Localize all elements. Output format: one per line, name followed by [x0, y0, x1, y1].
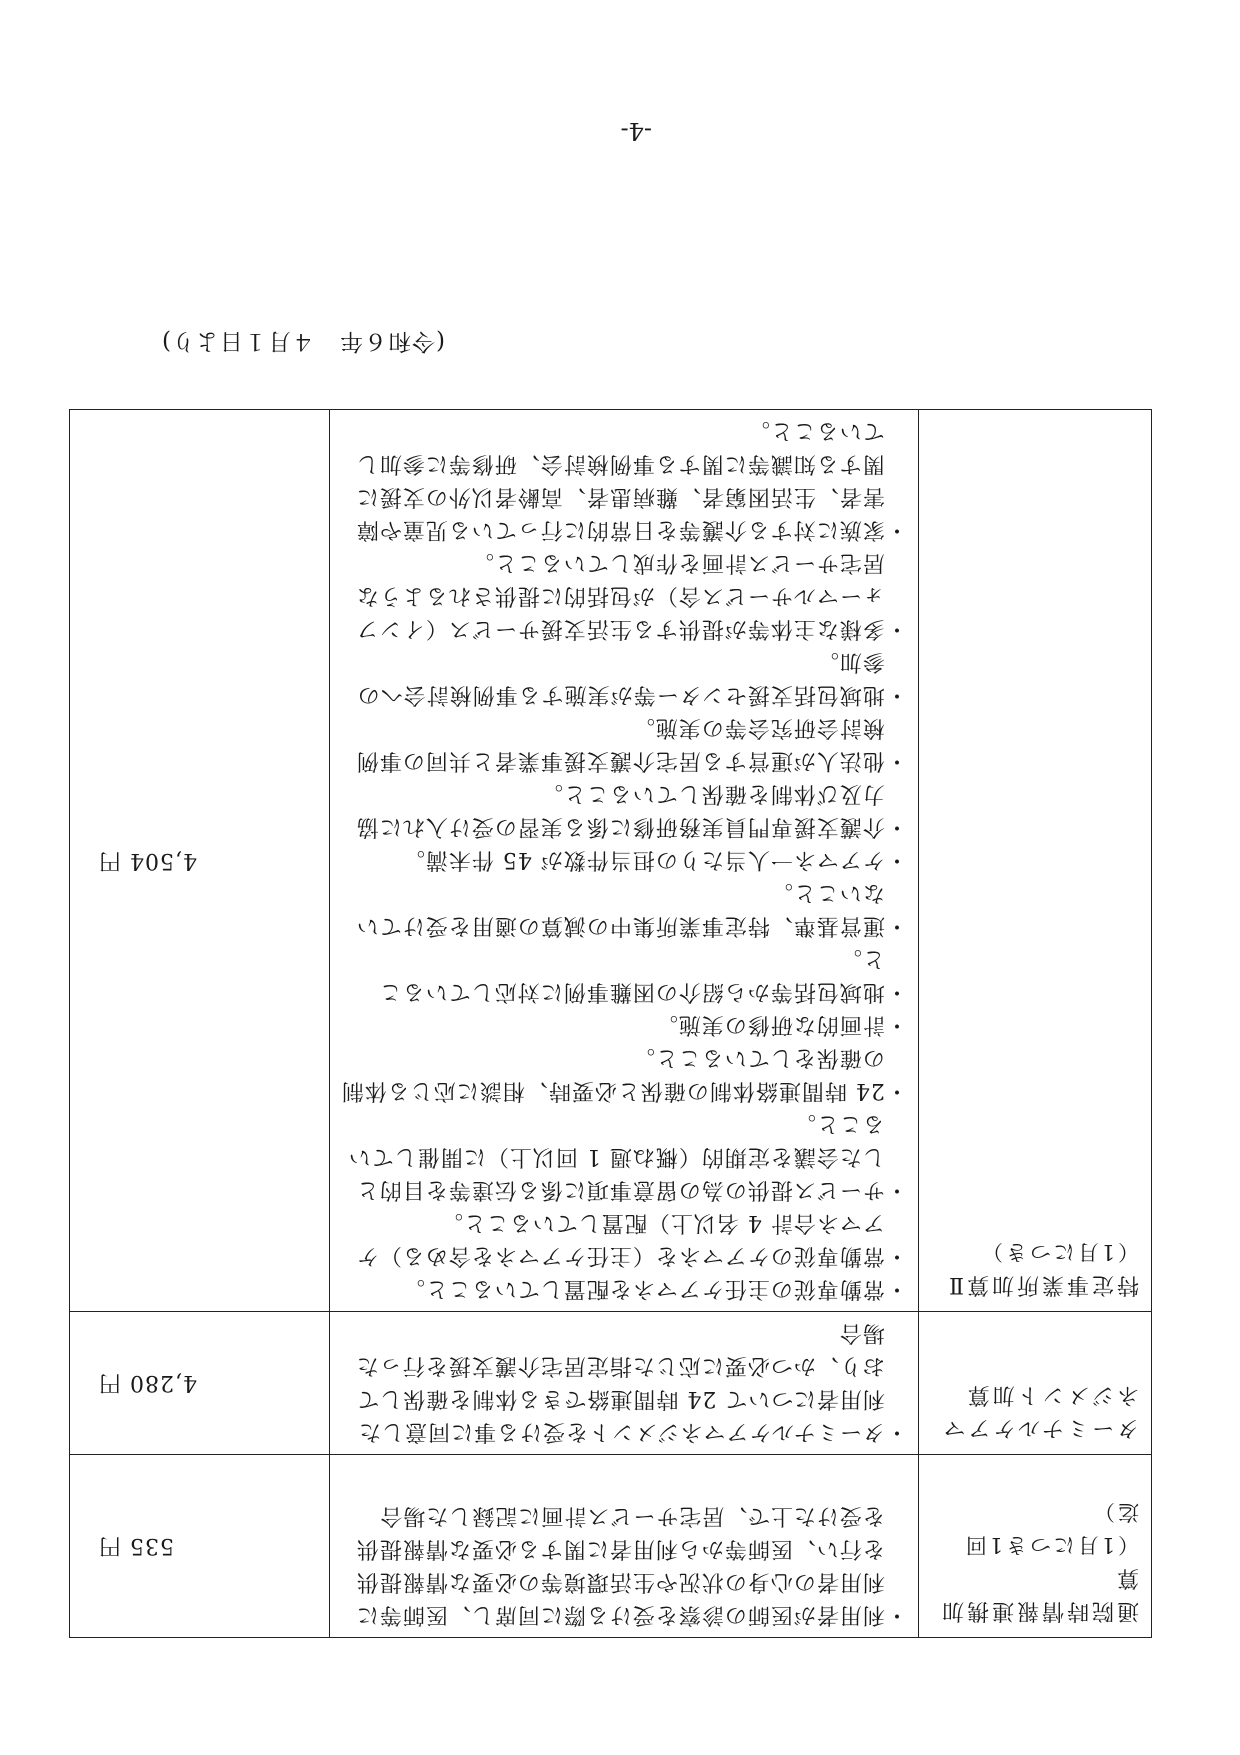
addition-name: 特定事業所加算Ⅱ — [946, 1272, 1139, 1297]
requirement-item: ・ 地域包括等から紹介の困難事例に対応していること。 — [338, 942, 908, 1008]
requirement-item: ・ 他法人が運営する居宅介護支援事業者と共同の事例検討会研究会等の実施。 — [338, 711, 908, 777]
table-row — [70, 1312, 1152, 1455]
requirement-item: ・ 常勤専従の主任ケアマネを配置していること。 — [338, 1272, 908, 1305]
requirement-item: ・ 家族に対する介護等を日常的に行っている児童や障害者、生活困窮者、難病患者、高齢者以外の支援に関する知識等に関する事例検討会、研修等に参加していること。 — [338, 414, 908, 546]
table-row — [70, 1455, 1152, 1638]
addition-name: 通院時情報連携加算 — [938, 1565, 1139, 1623]
requirement-item: ・ 多様な主体等が提供する生活支援サービス（インフォーマルサービス含）が包括的に提供されるような居宅サービス計画を作成していること。 — [338, 546, 908, 645]
requirement-item: ・ 常勤専従のケアマネを（主任ケアマネを含める）ケアマネ合計 4 名以上）配置していること。 — [338, 1206, 908, 1272]
addition-name-note: （1月につき1回迄） — [962, 1500, 1139, 1557]
requirement-item: ・ サービス提供の為の留意事項に係る伝達等を目的とした会議を定期的（概ね週 1 回以上）に開催していること。 — [338, 1107, 908, 1206]
requirement-item: ・ 利用者が医師の診察を受ける際に同席し、医師等に利用者の心身の状況や生活環境等の必要な情報提供を行い、医師等から利用者に関する必要な情報提供を受けた上で、居宅サービス計画に記録した場合 — [338, 1499, 908, 1631]
fee-amount: 4,504 円 — [70, 410, 330, 1312]
requirement-item: ・ 介護支援専門員実務研修に係る実習の受け入れに協力及び体制を確保していること。 — [338, 777, 908, 843]
requirement-item: ・ 運営基準、特定事業所集中の減算の適用を受けていないこと。 — [338, 876, 908, 942]
fee-table — [69, 409, 1152, 1638]
requirement-item: ・ 計画的な研修の実施。 — [338, 1008, 908, 1041]
addition-name-cell — [919, 1455, 1152, 1638]
requirements-cell — [330, 1312, 919, 1455]
addition-name-cell — [919, 1312, 1152, 1455]
requirements-cell — [330, 410, 919, 1312]
table-row — [70, 410, 1152, 1312]
fee-amount: 535 円 — [70, 1455, 330, 1638]
requirement-item: ・ 地域包括支援センター等が実施する事例検討会への参加。 — [338, 645, 908, 711]
addition-name-note: （1月につき） — [979, 1240, 1139, 1264]
fee-amount: 4,280 円 — [70, 1312, 330, 1455]
requirement-item: ・ 24 時間連絡体制の確保と必要時、相談に応じる体制の確保をしていること。 — [338, 1041, 908, 1107]
addition-name-cell — [919, 410, 1152, 1312]
requirement-item: ・ ターミナルケアマネジメントを受ける事に同意した利用者について 24 時間連絡できる体制を確保しており、かつ必要に応じた指定居宅介護支援を行った場合 — [338, 1316, 908, 1448]
requirements-cell — [330, 1455, 919, 1638]
requirement-item: ・ ケアマネ一人当たりの担当件数が 45 件未満。 — [338, 843, 908, 876]
page-number: -4- — [620, 117, 652, 145]
addition-name: ターミナルケアマネジメント加算 — [940, 1382, 1139, 1440]
effective-date: (令和６年 ４月１日より) — [161, 328, 445, 354]
